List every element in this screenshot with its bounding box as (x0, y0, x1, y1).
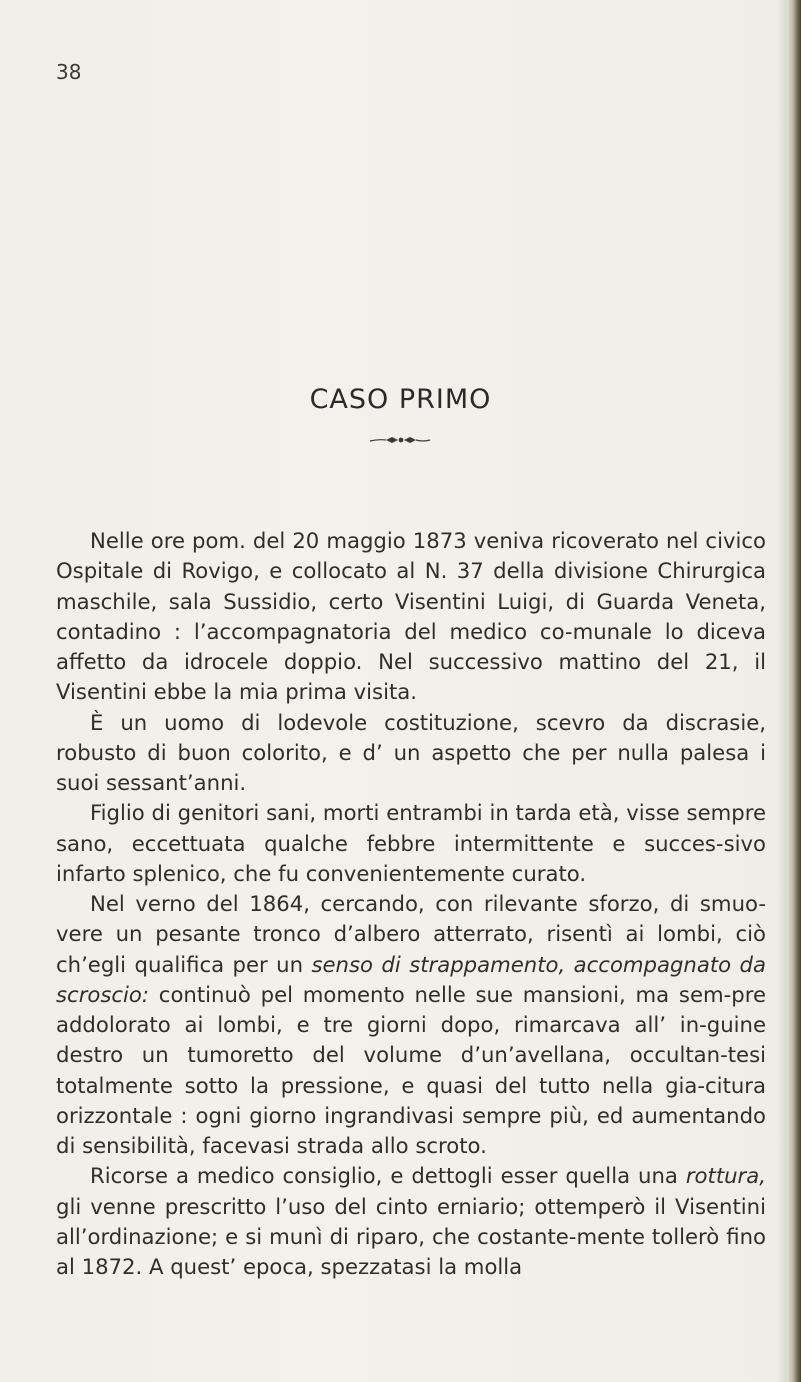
italic-text: senso di strappamento, accompagnato da scroscio: (56, 951, 766, 1007)
title-ornament-icon (368, 434, 432, 446)
text-segment: continuò pel momento nelle sue mansioni, ma sem-pre addolorato ai lombi, e tre giorni dopo, rimarcava all’ in-guine destro un tumoretto del volume d’un’avellana, occultan-tesi totalmente sotto la pressione, e quasi del tutto nella gia-citura orizzontale : ogni giorno ingrandivasi sempre più, ed aumentando di sensibilità, facevasi strada allo scroto. (56, 981, 766, 1158)
paragraph (56, 708, 766, 799)
text-segment: Ricorse a medico consiglio, e dettogli esser quella una (90, 1163, 686, 1189)
page-number: 38 (56, 60, 82, 84)
book-binding-edge (787, 0, 801, 1382)
paragraph (56, 1161, 766, 1282)
paragraph (56, 526, 766, 708)
text-segment: gli venne prescritto l’uso del cinto erniario; ottemperò il Visentini all’ordinazione; e si munì di riparo, che costante-mente tollerò fino al 1872. A quest’ epoca, spezzatasi la molla (56, 1193, 766, 1279)
paragraph (56, 889, 766, 1161)
text-segment: È un uomo di lodevole costituzione, scevro da discrasie, robusto di buon colorito, e d’ un aspetto che per nulla palesa i suoi sessant’anni. (56, 709, 766, 795)
body-text (56, 526, 766, 1282)
binding-shadow (777, 0, 787, 1382)
paragraph (56, 798, 766, 889)
text-segment: Nelle ore pom. del 20 maggio 1873 veniva ricoverato nel civico Ospitale di Rovigo, e collocato al N. 37 della divisione Chirurgica maschile, sala Sussidio, certo Visentini Luigi, di Guarda Veneta, contadino : l’accompagnatoria del medico co-munale lo diceva affetto da idrocele doppio. Nel successivo mattino del 21, il Visentini ebbe la mia prima visita. (56, 528, 766, 705)
italic-text: rottura, (685, 1163, 766, 1189)
text-segment: Nel verno del 1864, cercando, con rilevante sforzo, di smuo-vere un pesante tronco d’albero atterrato, risentì ai lombi, ciò ch’egli qualifica per un (56, 891, 766, 977)
chapter-title: CASO PRIMO (309, 384, 492, 415)
text-segment: Figlio di genitori sani, morti entrambi in tarda età, visse sempre sano, eccettuata qualche febbre intermittente e succes-sivo infarto splenico, che fu convenientemente curato. (56, 800, 766, 886)
